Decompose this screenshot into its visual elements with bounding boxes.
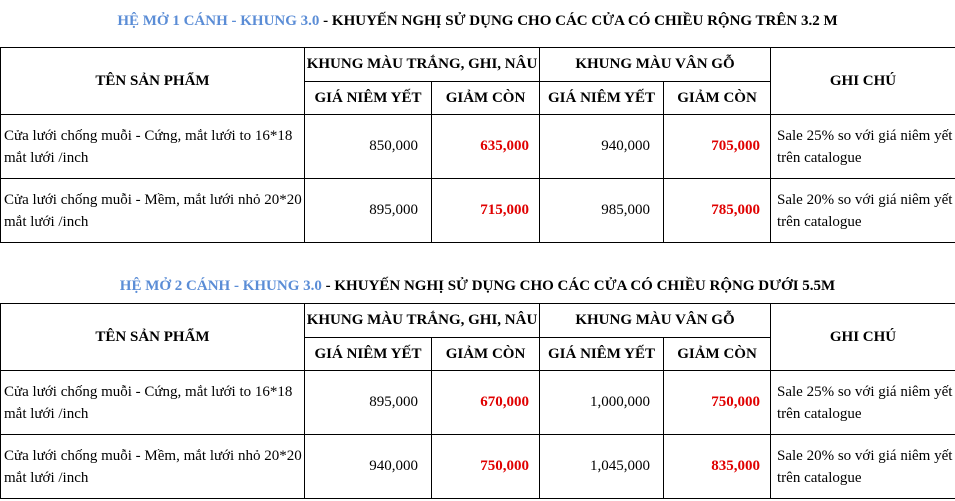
wood-list-price: 985,000 [540,179,664,243]
wood-sale-price: 750,000 [664,371,771,435]
product-name: Cửa lưới chống muỗi - Mềm, mắt lưới nhỏ 20*20 mắt lưới /inch [1,435,305,499]
header-group-wood: KHUNG MÀU VÂN GỖ [540,48,771,82]
header-sale-price: GIẢM CÒN [664,338,771,371]
header-list-price: GIÁ NIÊM YẾT [540,82,664,115]
white-list-price: 895,000 [305,179,432,243]
product-name: Cửa lưới chống muỗi - Cứng, mắt lưới to 16*18 mắt lưới /inch [1,115,305,179]
note-text: Sale 20% so với giá niêm yết trên catalogue [771,179,955,243]
header-note: GHI CHÚ [771,48,955,115]
header-group-white: KHUNG MÀU TRẮNG, GHI, NÂU [305,304,540,338]
white-list-price: 895,000 [305,371,432,435]
wood-sale-price: 835,000 [664,435,771,499]
note-text: Sale 25% so với giá niêm yết trên catalogue [771,115,955,179]
white-sale-price: 750,000 [432,435,540,499]
table-row [1,179,955,243]
section-title-highlight: HỆ MỞ 2 CÁNH - KHUNG 3.0 [119,278,322,294]
header-note: GHI CHÚ [771,304,955,371]
header-product: TÊN SẢN PHẨM [1,48,305,115]
section-title [0,11,955,31]
price-table [0,47,955,243]
wood-sale-price: 785,000 [664,179,771,243]
section-title-rest: - KHUYẾN NGHỊ SỬ DỤNG CHO CÁC CỬA CÓ CHIỀU RỘNG DƯỚI 5.5M [321,278,836,294]
header-product: TÊN SẢN PHẨM [1,304,305,371]
wood-list-price: 940,000 [540,115,664,179]
header-group-wood: KHUNG MÀU VÂN GỖ [540,304,771,338]
product-name: Cửa lưới chống muỗi - Mềm, mắt lưới nhỏ 20*20 mắt lưới /inch [1,179,305,243]
wood-list-price: 1,000,000 [540,371,664,435]
table-row [1,115,955,179]
section-title-highlight: HỆ MỞ 1 CÁNH - KHUNG 3.0 [117,13,320,29]
header-list-price: GIÁ NIÊM YẾT [305,338,432,371]
white-list-price: 940,000 [305,435,432,499]
price-table [0,303,955,499]
section-title-rest: - KHUYẾN NGHỊ SỬ DỤNG CHO CÁC CỬA CÓ CHIỀU RỘNG TRÊN 3.2 M [319,13,838,29]
white-sale-price: 635,000 [432,115,540,179]
note-text: Sale 20% so với giá niêm yết trên catalogue [771,435,955,499]
white-sale-price: 670,000 [432,371,540,435]
header-sale-price: GIẢM CÒN [432,338,540,371]
header-sale-price: GIẢM CÒN [664,82,771,115]
header-list-price: GIÁ NIÊM YẾT [540,338,664,371]
note-text: Sale 25% so với giá niêm yết trên catalogue [771,371,955,435]
header-sale-price: GIẢM CÒN [432,82,540,115]
wood-list-price: 1,045,000 [540,435,664,499]
product-name: Cửa lưới chống muỗi - Cứng, mắt lưới to 16*18 mắt lưới /inch [1,371,305,435]
white-sale-price: 715,000 [432,179,540,243]
table-row [1,435,955,499]
wood-sale-price: 705,000 [664,115,771,179]
section-title [0,276,955,296]
white-list-price: 850,000 [305,115,432,179]
header-group-white: KHUNG MÀU TRẮNG, GHI, NÂU [305,48,540,82]
header-list-price: GIÁ NIÊM YẾT [305,82,432,115]
table-row [1,371,955,435]
